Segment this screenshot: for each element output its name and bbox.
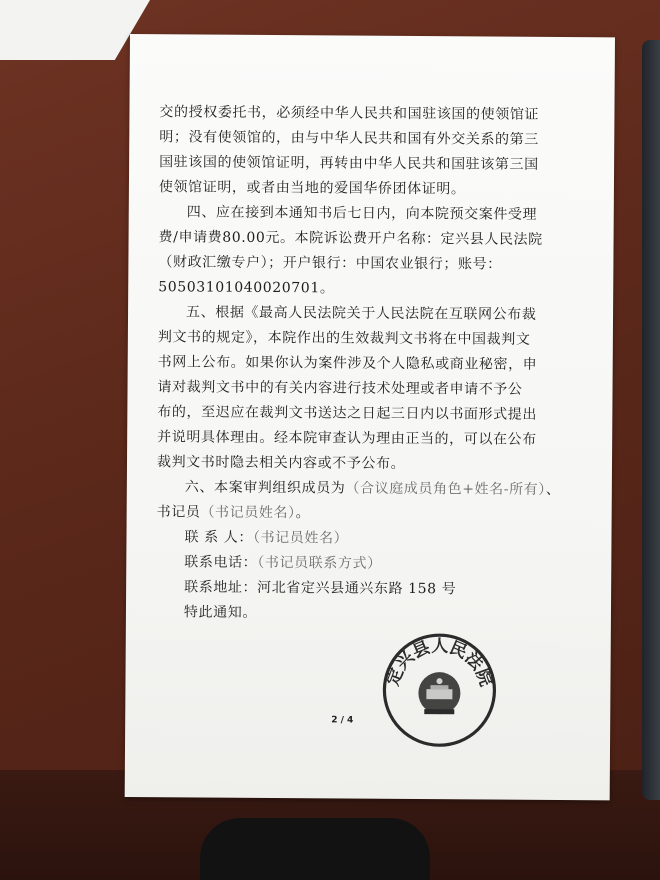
text-line (157, 500, 529, 528)
text-line: 书网上公布。如果你认为案件涉及个人隐私或商业秘密，申 (157, 354, 538, 373)
laptop-edge (642, 40, 660, 800)
contact-person-row (156, 525, 528, 553)
paragraph-panel-members (156, 475, 561, 528)
contact-person-value: （书记员姓名） (252, 529, 349, 547)
closing-text: 特此通知。 (183, 604, 258, 621)
text-line: （财政汇缴专户）；开户银行：中国农业银行；账号： (158, 254, 502, 273)
text-line: 四、应在接到本通知书后七日内，向本院预交案件受理 (186, 204, 538, 223)
members-placeholder: （合议庭成员角色+姓名-所有） (345, 480, 546, 498)
text-line: 五、根据《最高人民法院关于人民法院在互联网公布裁 (186, 304, 537, 323)
text-line (157, 475, 561, 503)
page-number: 2 / 4 (331, 715, 354, 726)
chair-shadow (200, 818, 430, 880)
contact-address-label: 联系地址： (184, 579, 258, 596)
text-line: 国驻该国的使领馆证明，再转由中华人民共和国驻该第三国 (159, 154, 539, 173)
members-prefix: 六、本案审判组织成员为 (184, 479, 346, 497)
court-seal-stamp (380, 631, 499, 750)
contact-phone-label: 联系电话： (184, 554, 258, 571)
contact-person-label: 联 系 人： (184, 529, 254, 546)
text-line: 布的，至迟应在裁判文书送达之日起三日内以书面形式提出 (157, 404, 538, 423)
contact-address-row (156, 575, 528, 603)
bank-account-number: 50503101040020701。 (158, 279, 335, 297)
seal-text: 定兴县人民法院 (383, 636, 496, 690)
contact-phone-value: （书记员联系方式） (257, 554, 382, 572)
document-body (156, 100, 561, 628)
text-line: 并说明具体理由。经本院审查认为理由正当的，可以在公布 (157, 429, 537, 448)
text-line: 明；没有使领馆的，由与中华人民共和国有外交关系的第三 (159, 129, 539, 148)
contact-address-value: 河北省定兴县通兴东路 158 号 (257, 579, 457, 598)
paragraph-publication (156, 300, 538, 478)
national-emblem-icon (418, 672, 460, 714)
contact-block (156, 525, 529, 628)
text-line: 使领馆证明，或者由当地的爱国华侨团体证明。 (158, 179, 466, 198)
paragraph-intro (158, 100, 540, 203)
paragraph-fee (158, 200, 543, 303)
clerk-prefix: 书记员 (156, 504, 201, 521)
text-line: 请对裁判文书中的有关内容进行技术处理或者申请不予公 (157, 379, 523, 398)
contact-phone-row (156, 550, 528, 578)
members-suffix: 、 (545, 481, 561, 499)
document-page (125, 34, 615, 800)
text-line: 费/申请费80.00元。本院诉讼费开户名称：定兴县人民法院 (158, 229, 543, 248)
text-line: 交的授权委托书，必须经中华人民共和国驻该国的使领馆证 (159, 104, 540, 123)
clerk-end: 。 (295, 505, 311, 522)
text-line: 裁判文书时隐去相关内容或不予公布。 (156, 454, 406, 472)
clerk-placeholder: （书记员姓名） (200, 504, 296, 522)
text-line: 判文书的规定》，本院作出的生效裁判文书将在中国裁判文 (157, 329, 531, 348)
